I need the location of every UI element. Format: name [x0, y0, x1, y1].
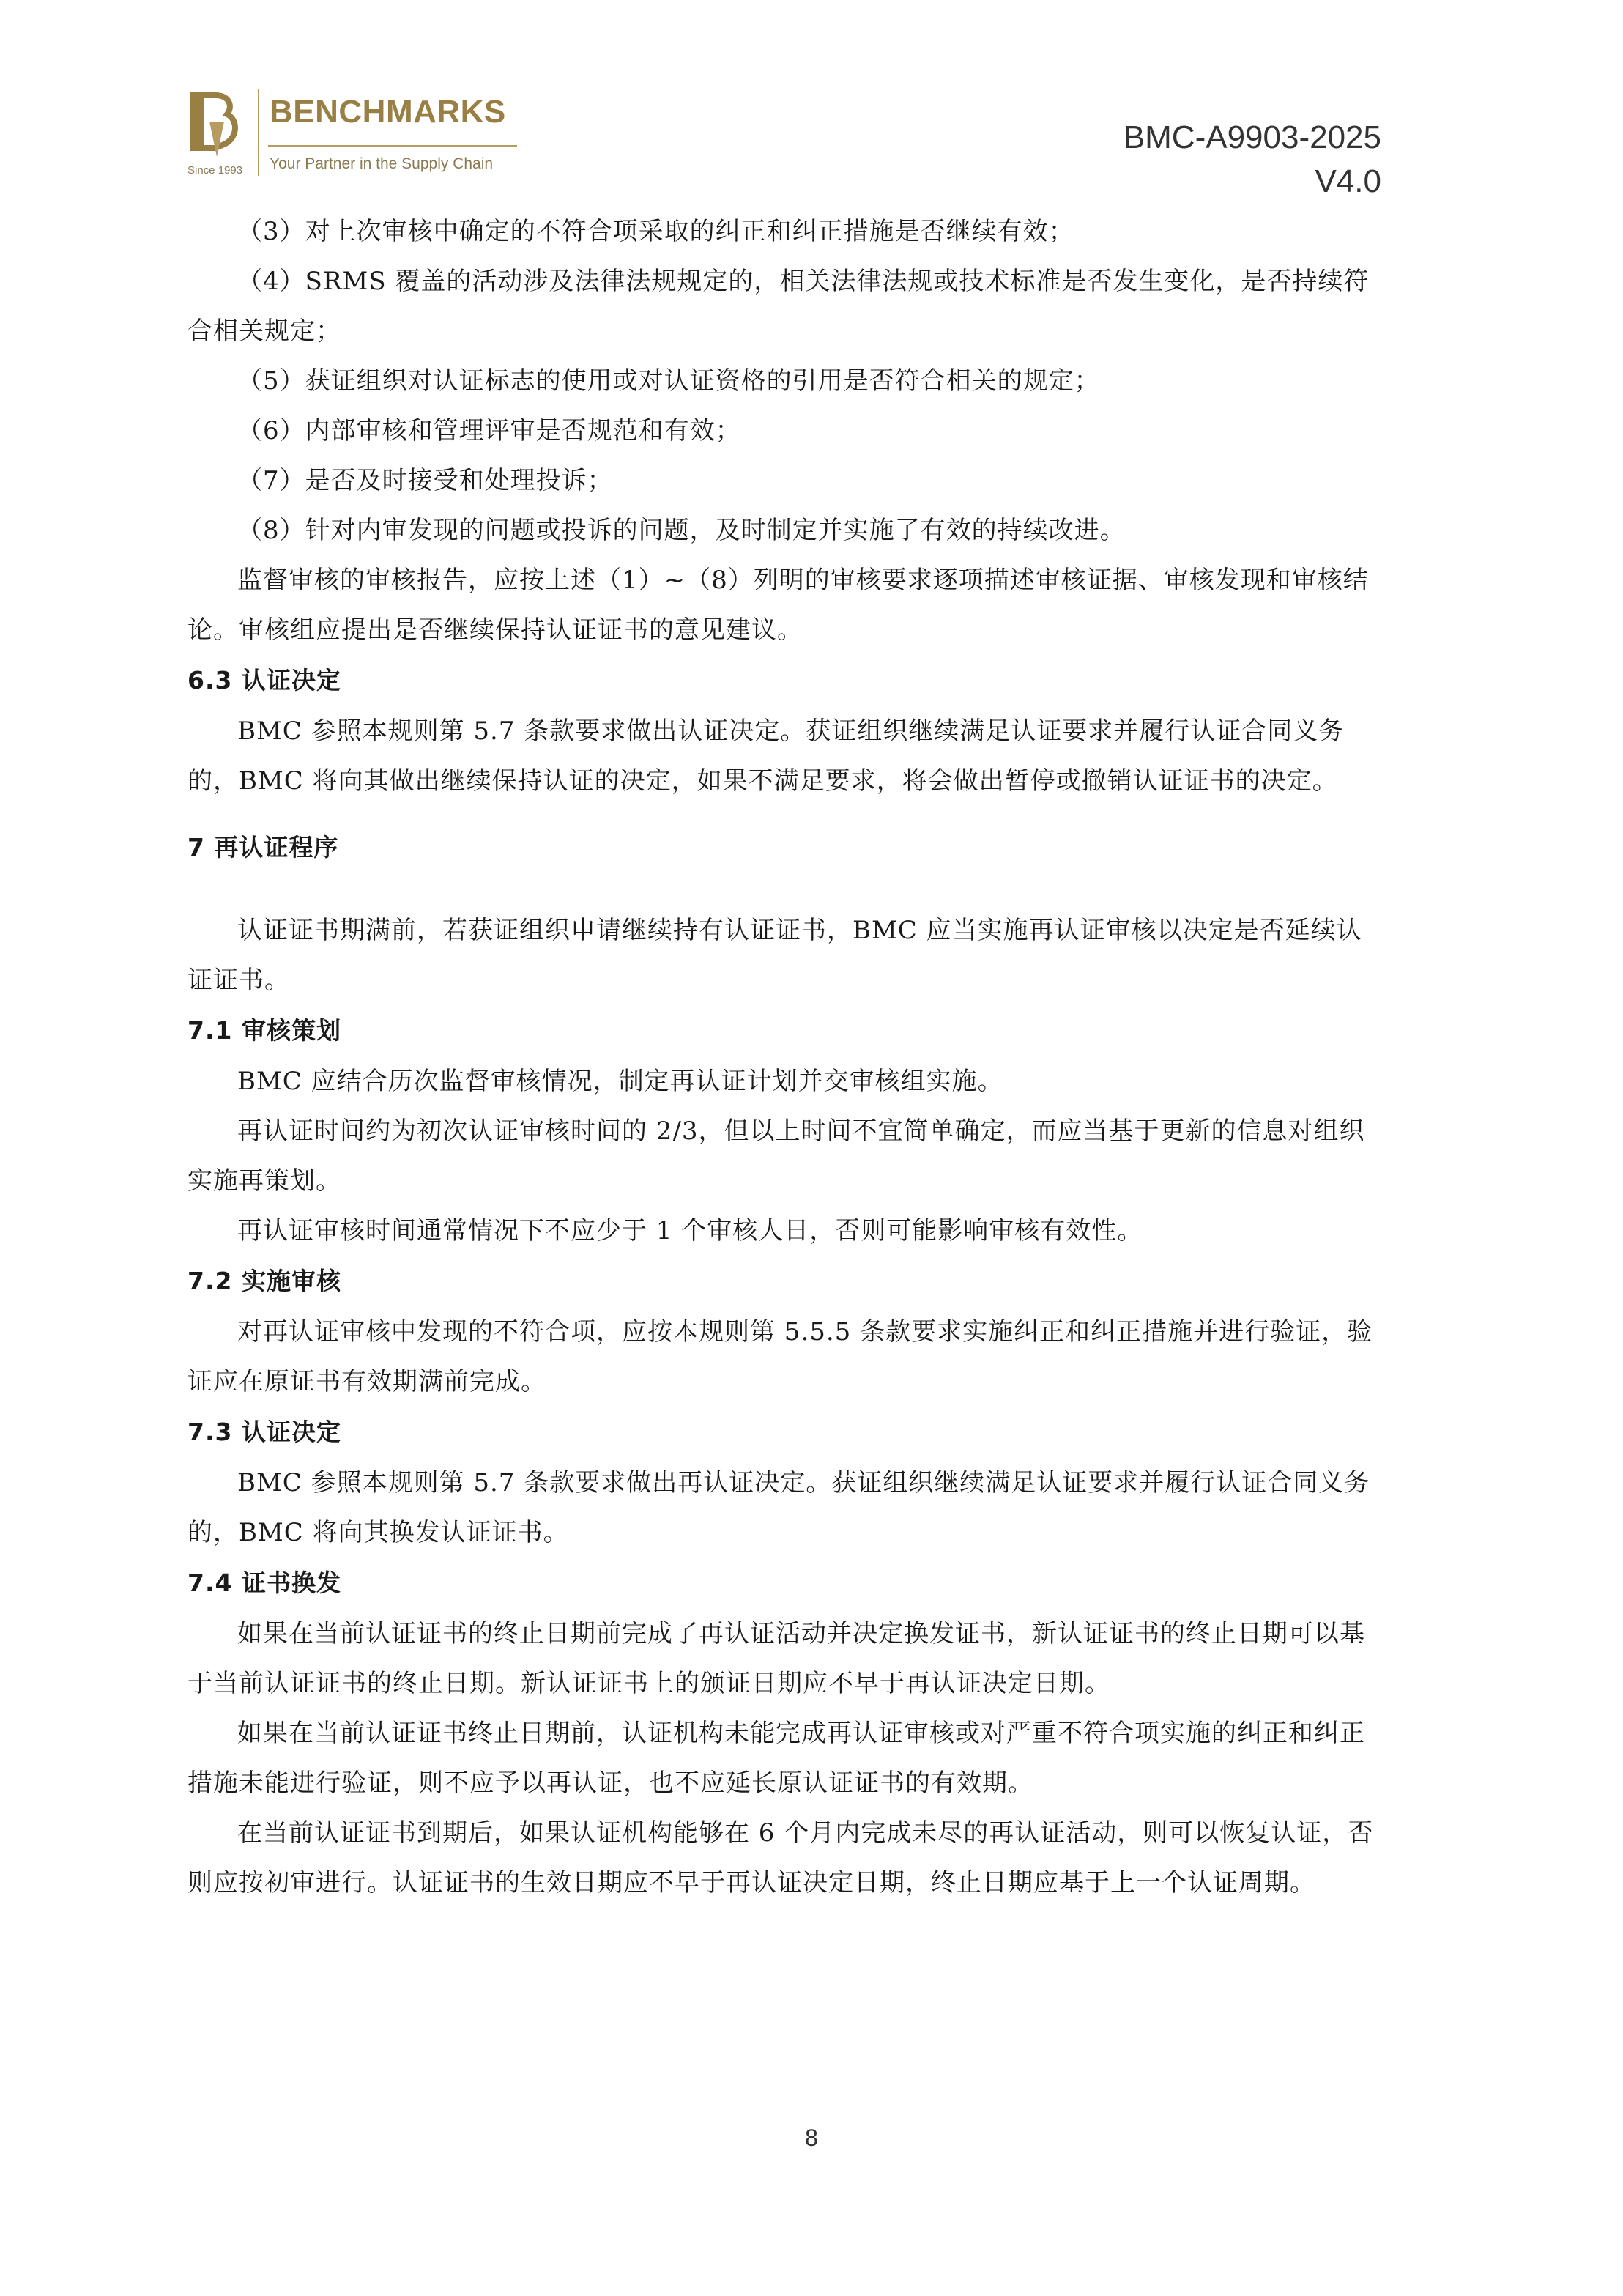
section-paragraph: 再认证审核时间通常情况下不应少于 1 个审核人日，否则可能影响审核有效性。	[237, 1216, 1143, 1245]
since-year: Since 1993	[187, 164, 243, 177]
list-item: （4）SRMS 覆盖的活动涉及法律法规规定的，相关法律法规或技术标准是否发生变化，是否持续符合相关规定；	[187, 267, 1370, 346]
section-paragraph: 对再认证审核中发现的不符合项，应按本规则第 5.5.5 条款要求实施纠正和纠正措施并进行验证，验证应在原证书有效期满前完成。	[187, 1317, 1373, 1396]
list-item: （7）是否及时接受和处理投诉；	[237, 466, 613, 495]
document-version: V4.0	[1315, 163, 1381, 199]
section-heading-7-3: 7.3 认证决定	[187, 1418, 341, 1446]
section-paragraph: BMC 参照本规则第 5.7 条款要求做出认证决定。获证组织继续满足认证要求并履行认证合同义务的，BMC 将向其做出继续保持认证的决定，如果不满足要求，将会做出暂停或撤销认证证书的决定。	[187, 716, 1345, 796]
section-heading-7-1: 7.1 审核策划	[187, 1016, 341, 1045]
section-paragraph: BMC 参照本规则第 5.7 条款要求做出再认证决定。获证组织继续满足认证要求并履行认证合同义务的，BMC 将向其换发认证证书。	[187, 1468, 1370, 1547]
section-heading-7: 7 再认证程序	[187, 833, 339, 862]
list-item: （6）内部审核和管理评审是否规范和有效；	[237, 416, 741, 445]
brand-name: BENCHMARKS	[270, 94, 506, 130]
section-paragraph: 在当前认证证书到期后，如果认证机构能够在 6 个月内完成未尽的再认证活动，则可以恢复认证，否则应按初审进行。认证证书的生效日期应不早于再认证决定日期，终止日期应基于上一个认证周期。	[187, 1818, 1374, 1897]
page-content	[187, 207, 1375, 1908]
page-header	[0, 0, 1623, 198]
document-id	[1124, 116, 1381, 204]
page-number: 8	[805, 2125, 818, 2151]
section-heading-6-3: 6.3 认证决定	[187, 666, 341, 695]
section-paragraph: 认证证书期满前，若获证组织申请继续持有认证证书，BMC 应当实施再认证审核以决定是否延续认证证书。	[187, 916, 1362, 995]
audit-report-paragraph: 监督审核的审核报告，应按上述（1）~（8）列明的审核要求逐项描述审核证据、审核发现和审核结论。审核组应提出是否继续保持认证证书的意见建议。	[187, 566, 1369, 645]
section-paragraph: 如果在当前认证证书的终止日期前完成了再认证活动并决定换发证书，新认证证书的终止日期可以基于当前认证证书的终止日期。新认证证书上的颁证日期应不早于再认证决定日期。	[187, 1619, 1365, 1698]
logo-divider	[258, 89, 259, 176]
list-item: （8）针对内审发现的问题或投诉的问题，及时制定并实施了有效的持续改进。	[237, 516, 1126, 545]
brand-underline	[268, 145, 517, 147]
section-paragraph: 再认证时间约为初次认证审核时间的 2/3，但以上时间不宜简单确定，而应当基于更新的信息对组织实施再策划。	[187, 1116, 1365, 1196]
document-code: BMC-A9903-2025	[1123, 119, 1381, 155]
section-heading-7-4: 7.4 证书换发	[187, 1569, 341, 1597]
benchmarks-b-logo-icon	[187, 92, 246, 160]
section-paragraph: 如果在当前认证证书终止日期前，认证机构未能完成再认证审核或对严重不符合项实施的纠正和纠正措施未能进行验证，则不应予以再认证，也不应延长原认证证书的有效期。	[187, 1719, 1365, 1798]
list-item: （3）对上次审核中确定的不符合项采取的纠正和纠正措施是否继续有效；	[237, 217, 1074, 246]
section-heading-7-2: 7.2 实施审核	[187, 1267, 341, 1295]
brand-tagline: Your Partner in the Supply Chain	[270, 155, 494, 172]
benchmarks-logo	[187, 88, 524, 183]
section-paragraph: BMC 应结合历次监督审核情况，制定再认证计划并交审核组实施。	[237, 1067, 1003, 1096]
list-item: （5）获证组织对认证标志的使用或对认证资格的引用是否符合相关的规定；	[237, 366, 1100, 396]
